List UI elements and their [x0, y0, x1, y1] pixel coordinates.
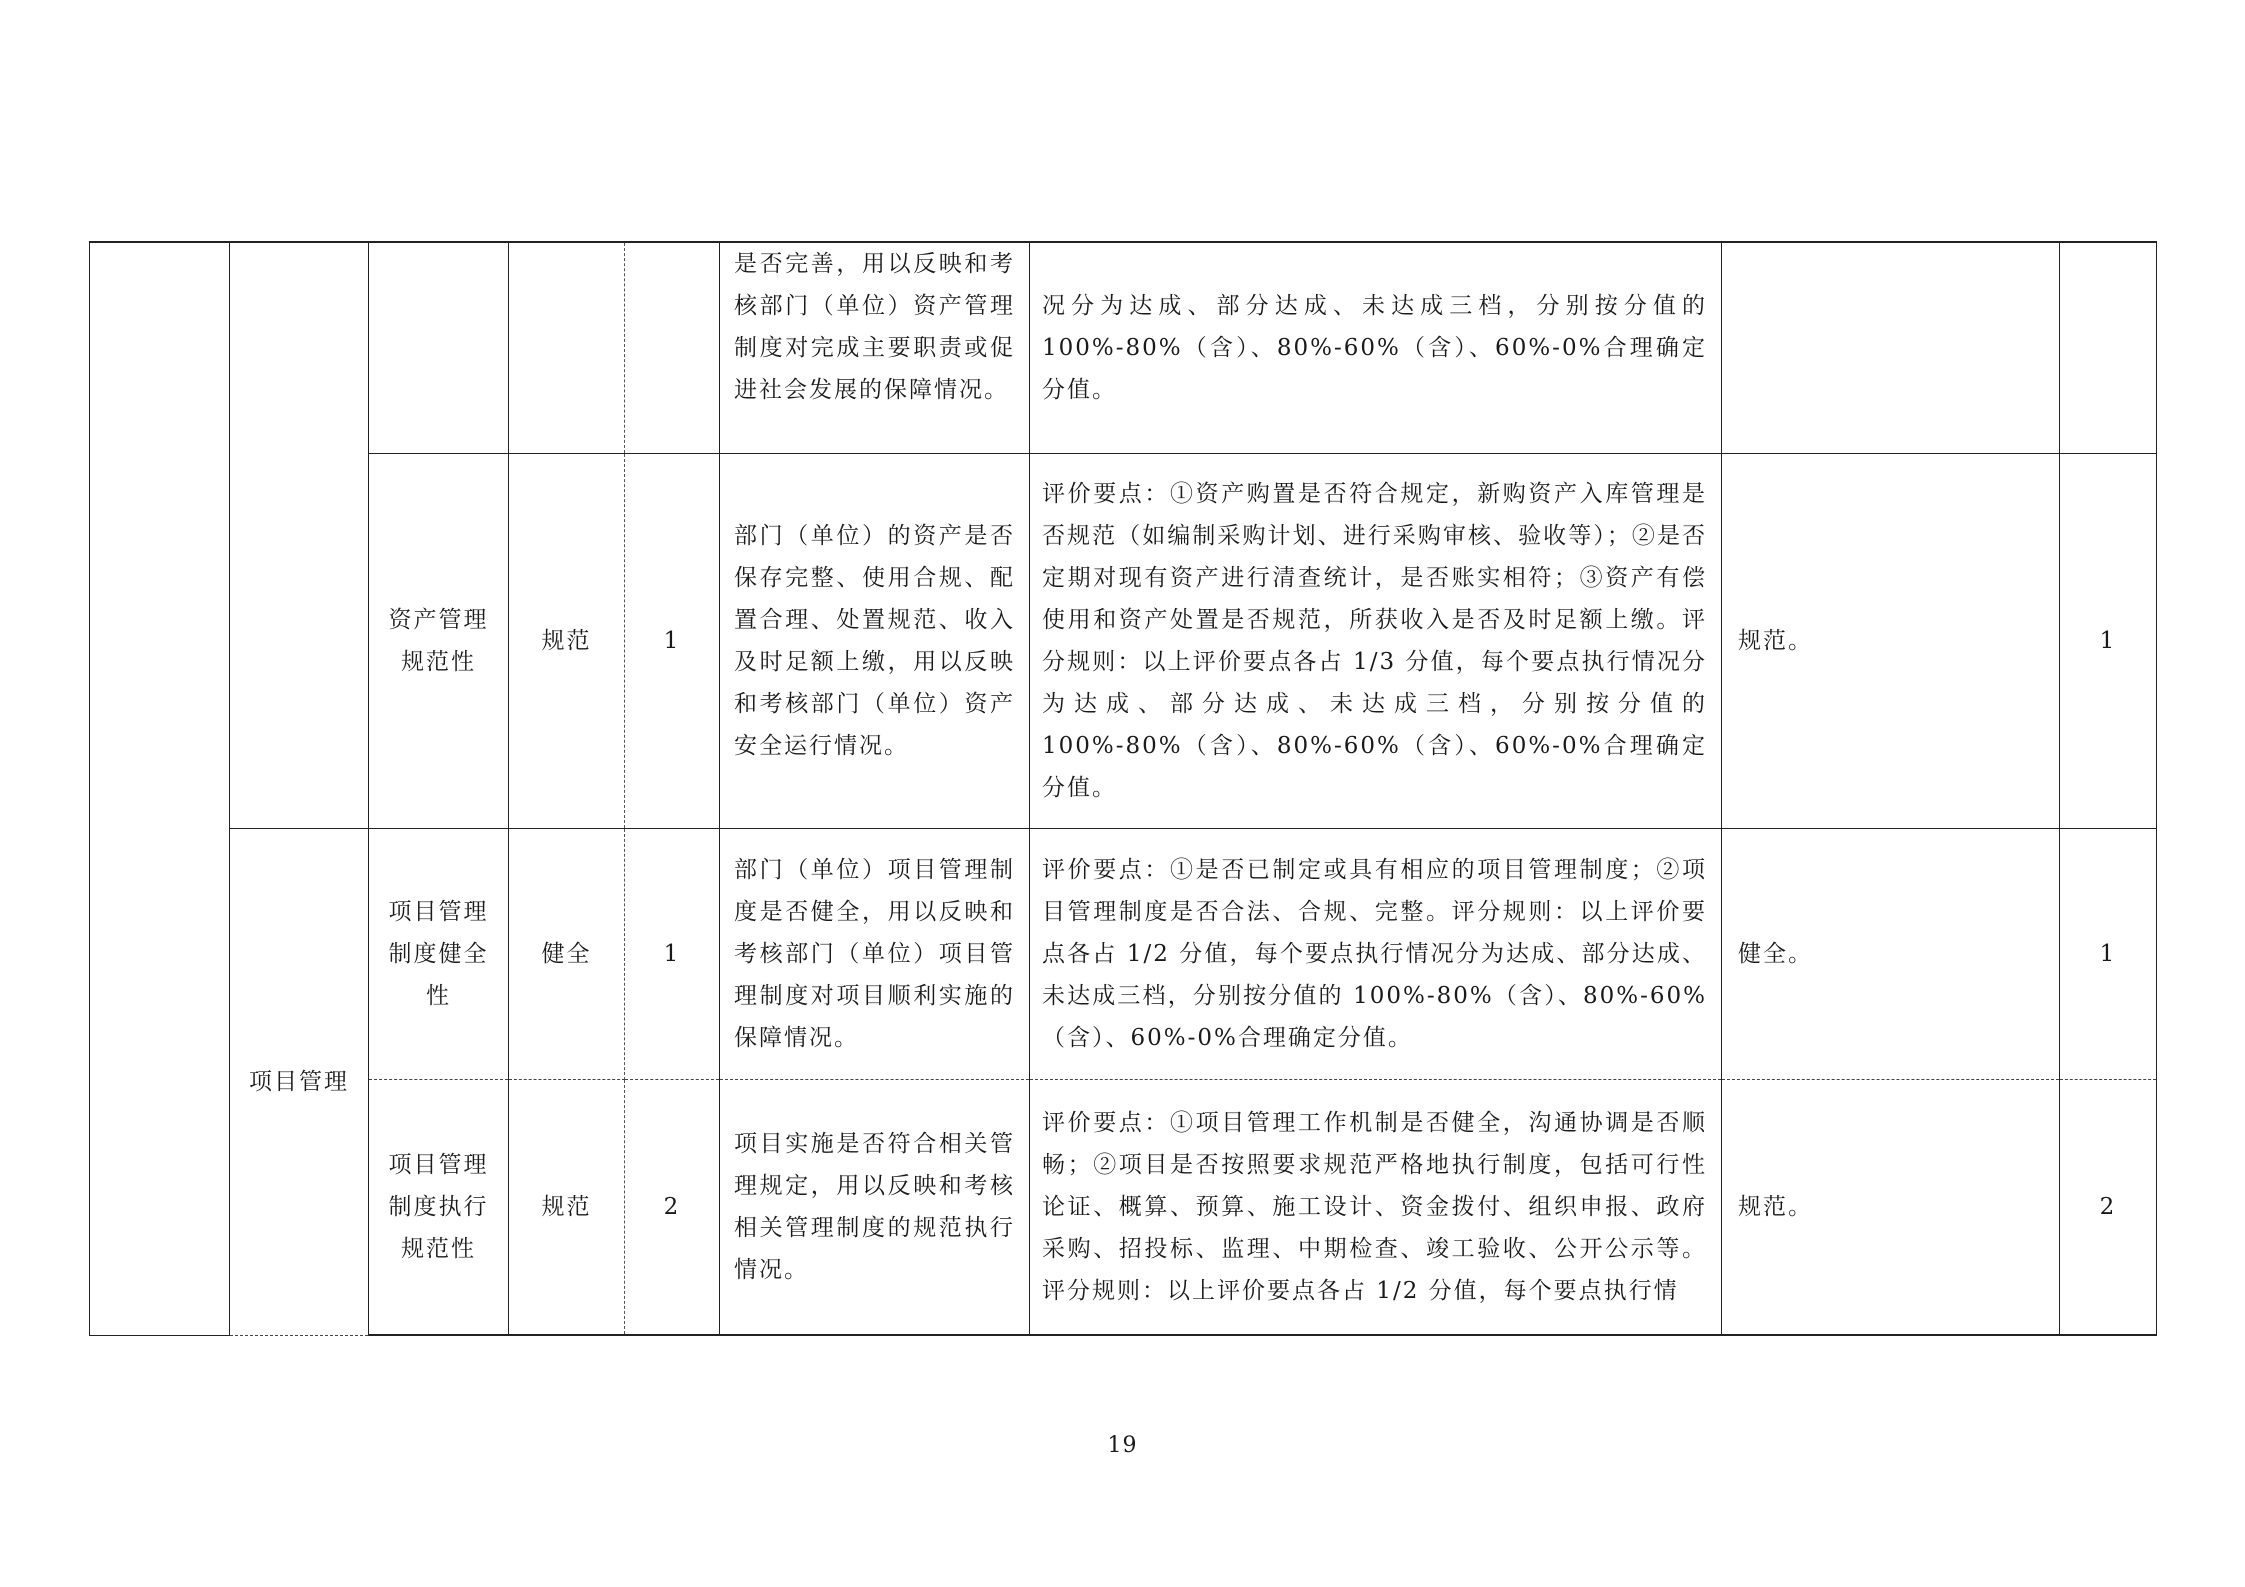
table-row	[90, 454, 2157, 829]
table-row	[90, 1080, 2157, 1336]
evaluation-table	[89, 241, 2157, 1336]
evaluation-result: 规范。	[1722, 1080, 2060, 1336]
indicator-cell: 项目管理制度执行规范性	[369, 1080, 509, 1336]
indicator-cell: 资产管理规范性	[369, 454, 509, 829]
scoring-rule: 况分为达成、部分达成、未达成三档，分别按分值的 100%-80%（含）、80%-60%（含）、60%-0%合理确定分值。	[1030, 242, 1722, 454]
score-obtained: 1	[2060, 829, 2157, 1080]
score-cell: 1	[625, 829, 720, 1080]
indicator-cell	[369, 242, 509, 454]
secondary-indicator-cell: 项目管理	[230, 829, 369, 1336]
nature-cell: 规范	[509, 454, 625, 829]
level1-cell	[90, 242, 230, 1335]
score-obtained: 1	[2060, 454, 2157, 829]
score-cell	[625, 242, 720, 454]
nature-cell: 健全	[509, 829, 625, 1080]
scoring-rule: 评价要点：①项目管理工作机制是否健全，沟通协调是否顺畅；②项目是否按照要求规范严格地执行制度，包括可行性论证、概算、预算、施工设计、资金拨付、组织申报、政府采购、招投标、监理、中期检查、竣工验收、公开公示等。评分规则：以上评价要点各占 1/2 分值，每个要点执行情	[1030, 1080, 1722, 1336]
level2-cell	[230, 242, 369, 829]
indicator-description: 部门（单位）项目管理制度是否健全，用以反映和考核部门（单位）项目管理制度对项目顺利实施的保障情况。	[720, 829, 1030, 1080]
table-row	[90, 829, 2157, 1080]
indicator-description: 是否完善，用以反映和考核部门（单位）资产管理制度对完成主要职责或促进社会发展的保障情况。	[720, 242, 1030, 454]
evaluation-result: 规范。	[1722, 454, 2060, 829]
scoring-rule: 评价要点：①资产购置是否符合规定，新购资产入库管理是否规范（如编制采购计划、进行采购审核、验收等）；②是否定期对现有资产进行清查统计，是否账实相符；③资产有偿使用和资产处置是否规范，所获收入是否及时足额上缴。评分规则：以上评价要点各占 1/3 分值，每个要点执行情况分为达成、部分达成、未达成三档，分别按分值的 100%-80%（含）、80%-60%（含）、60%-0%合理确定分值。	[1030, 454, 1722, 829]
nature-cell	[509, 242, 625, 454]
score-obtained: 2	[2060, 1080, 2157, 1336]
indicator-cell: 项目管理制度健全性	[369, 829, 509, 1080]
nature-cell: 规范	[509, 1080, 625, 1336]
score-cell: 1	[625, 454, 720, 829]
indicator-description: 项目实施是否符合相关管理规定，用以反映和考核相关管理制度的规范执行情况。	[720, 1080, 1030, 1336]
score-obtained	[2060, 242, 2157, 454]
indicator-description: 部门（单位）的资产是否保存完整、使用合规、配置合理、处置规范、收入及时足额上缴，用以反映和考核部门（单位）资产安全运行情况。	[720, 454, 1030, 829]
evaluation-result	[1722, 242, 2060, 454]
evaluation-result: 健全。	[1722, 829, 2060, 1080]
scoring-rule: 评价要点：①是否已制定或具有相应的项目管理制度；②项目管理制度是否合法、合规、完整。评分规则：以上评价要点各占 1/2 分值，每个要点执行情况分为达成、部分达成、未达成三档，分别按分值的 100%-80%（含）、80%-60%（含）、60%-0%合理确定分值。	[1030, 829, 1722, 1080]
page-number: 19	[1107, 1433, 1138, 1458]
table-row	[90, 242, 2157, 454]
score-cell: 2	[625, 1080, 720, 1336]
